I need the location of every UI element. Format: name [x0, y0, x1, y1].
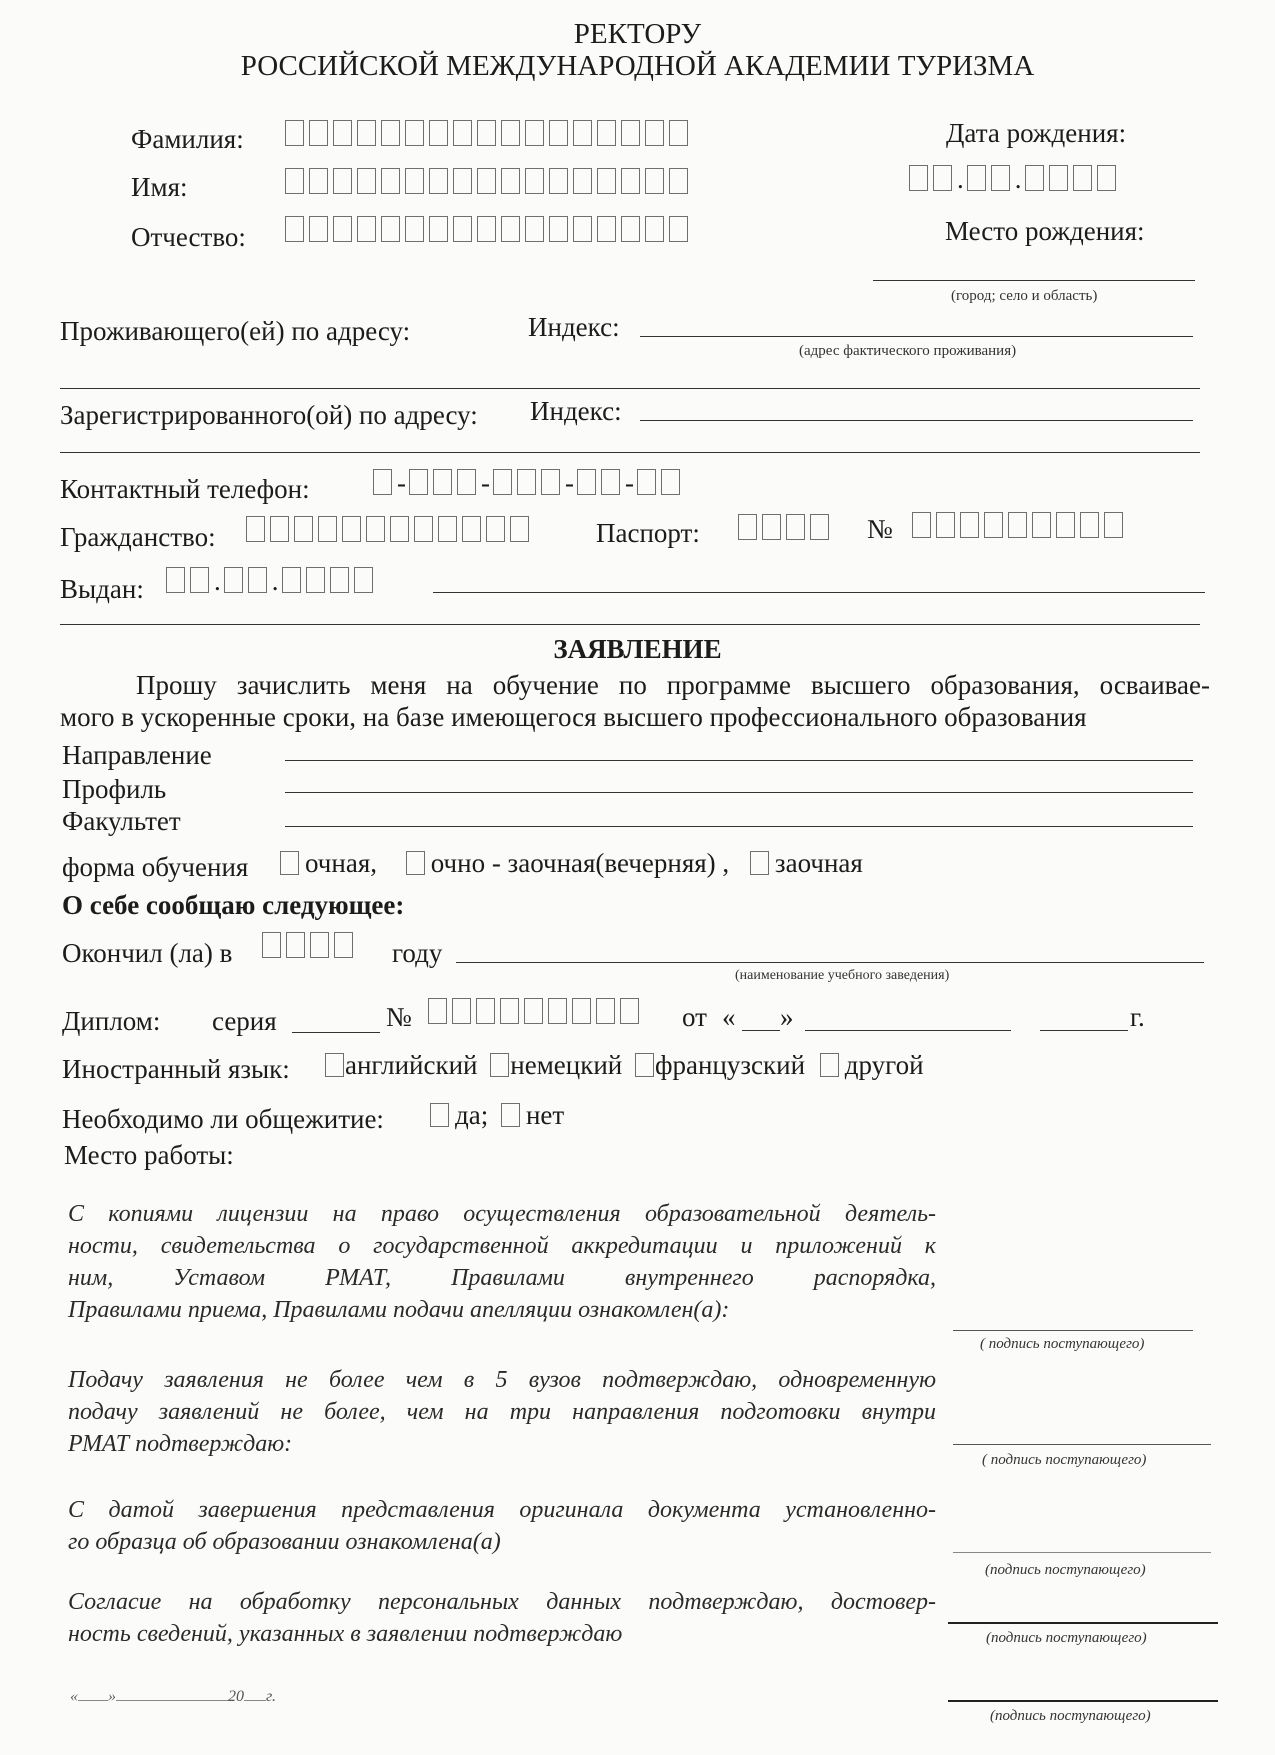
application-text-line-1: Прошу зачислить меня на обучение по программе высшего образования, осваивае-	[136, 670, 1210, 700]
entry-cell[interactable]	[477, 168, 496, 194]
residence-index-label: Индекс:	[528, 312, 620, 342]
extramural-label: заочная	[774, 848, 863, 878]
evening-label: очно - заочная(вечерняя) ,	[430, 848, 730, 878]
entry-cell[interactable]	[381, 168, 400, 194]
entry-cell[interactable]	[405, 216, 424, 242]
english-label: английский	[345, 1050, 478, 1080]
header-line-1: РЕКТОРУ	[573, 18, 702, 50]
study-form-label: форма обучения	[62, 852, 249, 882]
year-label: году	[392, 938, 443, 968]
registered-index-label: Индекс:	[530, 396, 622, 426]
confirmation-1-line: Правилами приема, Правилами подачи апелляции ознакомлен(а):	[68, 1297, 730, 1323]
entry-cell[interactable]	[476, 998, 495, 1024]
entry-cell[interactable]	[309, 120, 328, 146]
fulltime-label: очная,	[305, 848, 377, 878]
footer-year-suffix: г.	[266, 1688, 277, 1705]
dorm-no-label: нет	[525, 1100, 565, 1130]
entry-cell[interactable]	[1080, 512, 1099, 538]
entry-cell[interactable]	[285, 120, 304, 146]
direction-label: Направление	[62, 740, 212, 770]
english-checkbox[interactable]	[325, 1053, 344, 1077]
diploma-label: Диплом:	[62, 1006, 161, 1036]
entry-cell[interactable]	[381, 120, 400, 146]
patronymic-boxes[interactable]	[285, 216, 693, 244]
diploma-year-line[interactable]	[1040, 1030, 1128, 1031]
entry-cell[interactable]	[477, 120, 496, 146]
residence-address-line[interactable]	[640, 336, 1193, 337]
birth-date-label: Дата рождения:	[946, 118, 1127, 148]
diploma-day-line[interactable]	[742, 1030, 780, 1031]
birth-place-label: Место рождения:	[945, 216, 1145, 246]
profile-line[interactable]	[285, 792, 1193, 793]
entry-cell[interactable]	[621, 216, 640, 242]
entry-cell[interactable]	[1032, 512, 1051, 538]
entry-cell[interactable]	[524, 998, 543, 1024]
year-suffix: г.	[1130, 1002, 1145, 1032]
entry-cell[interactable]	[405, 168, 424, 194]
patronymic-label: Отчество:	[131, 222, 246, 252]
entry-cell[interactable]	[334, 932, 353, 958]
entry-cell[interactable]	[318, 516, 337, 542]
other-language-label: другой	[844, 1050, 924, 1080]
entry-cell[interactable]	[405, 120, 424, 146]
french-checkbox[interactable]	[635, 1053, 654, 1077]
entry-cell[interactable]	[596, 998, 615, 1024]
footer-day-line[interactable]	[78, 1700, 108, 1701]
footer-century: 20	[228, 1688, 244, 1705]
entry-cell[interactable]	[786, 514, 805, 540]
footer-year-line[interactable]	[244, 1700, 266, 1701]
entry-cell[interactable]	[462, 516, 481, 542]
entry-cell[interactable]	[762, 514, 781, 540]
signature-line-3[interactable]	[953, 1552, 1211, 1553]
entry-cell[interactable]	[572, 998, 591, 1024]
entry-cell[interactable]	[453, 216, 472, 242]
entry-cell[interactable]	[309, 216, 328, 242]
entry-cell[interactable]	[285, 216, 304, 242]
residence-caption: (адрес фактического проживания)	[799, 343, 1017, 359]
footer-date-quote-close: »	[108, 1688, 116, 1705]
entry-cell[interactable]	[310, 932, 329, 958]
entry-cell[interactable]	[357, 168, 376, 194]
entry-cell[interactable]	[597, 168, 616, 194]
french-label: французский	[654, 1050, 806, 1080]
language-label: Иностранный язык:	[62, 1054, 290, 1084]
signature-line-4[interactable]	[948, 1622, 1218, 1624]
confirmation-4-line: ность сведений, указанных в заявлении подтверждаю	[68, 1621, 623, 1647]
entry-cell[interactable]	[501, 216, 520, 242]
language-options	[325, 1050, 924, 1081]
entry-cell[interactable]	[645, 216, 664, 242]
dorm-yes-label: да;	[455, 1100, 489, 1130]
footer-signature-line[interactable]	[948, 1700, 1218, 1702]
faculty-label: Факультет	[62, 806, 181, 836]
confirmation-1-line: С копиями лицензии на право осуществления образовательной деятель-	[68, 1201, 936, 1227]
dorm-label: Необходимо ли общежитие:	[62, 1104, 384, 1134]
entry-cell[interactable]	[453, 120, 472, 146]
issued-label: Выдан:	[60, 574, 144, 604]
entry-cell[interactable]	[1104, 512, 1123, 538]
entry-cell[interactable]	[573, 120, 592, 146]
entry-cell[interactable]	[429, 120, 448, 146]
confirmation-1-line: ним, Уставом РМАТ, Правилами внутреннего распорядка,	[68, 1265, 936, 1291]
entry-cell[interactable]	[270, 516, 289, 542]
citizenship-label: Гражданство:	[60, 522, 216, 552]
dorm-no-checkbox[interactable]	[501, 1103, 520, 1127]
quote-open: «	[722, 1002, 736, 1032]
footer-date-quote-open: «	[70, 1688, 78, 1705]
other-language-checkbox[interactable]	[820, 1053, 839, 1077]
entry-cell[interactable]	[453, 168, 472, 194]
passport-number-sign: №	[867, 514, 893, 544]
entry-cell[interactable]	[525, 120, 544, 146]
entry-cell[interactable]	[294, 516, 313, 542]
series-label: серия	[212, 1006, 277, 1036]
work-label: Место работы:	[64, 1140, 234, 1170]
entry-cell[interactable]	[285, 168, 304, 194]
institution-line[interactable]	[456, 962, 1204, 963]
entry-cell[interactable]	[414, 516, 433, 542]
entry-cell[interactable]	[620, 998, 639, 1024]
diploma-month-line[interactable]	[805, 1030, 1011, 1031]
confirmation-1	[68, 1198, 936, 1326]
passport-series-boxes[interactable]	[738, 514, 834, 542]
registered-label: Зарегистрированного(ой) по адресу:	[60, 400, 478, 430]
direction-line[interactable]	[285, 760, 1193, 761]
registered-address-line[interactable]	[640, 420, 1193, 421]
confirmation-2-line: РМАТ подтверждаю:	[68, 1431, 293, 1457]
entry-cell[interactable]	[548, 998, 567, 1024]
graduation-year-boxes[interactable]	[262, 932, 358, 960]
entry-cell[interactable]	[984, 512, 1003, 538]
german-checkbox[interactable]	[490, 1053, 509, 1077]
citizenship-boxes[interactable]	[246, 516, 534, 544]
entry-cell[interactable]	[621, 120, 640, 146]
entry-cell[interactable]	[549, 216, 568, 242]
entry-cell[interactable]	[1056, 512, 1075, 538]
entry-cell[interactable]	[429, 168, 448, 194]
entry-cell[interactable]	[452, 998, 471, 1024]
signature-caption-4: (подпись поступающего)	[986, 1630, 1147, 1646]
surname-label: Фамилия:	[131, 124, 244, 154]
entry-cell[interactable]	[309, 168, 328, 194]
graduated-label: Окончил (ла) в	[62, 938, 233, 968]
entry-cell[interactable]	[477, 216, 496, 242]
german-label: немецкий	[510, 1050, 623, 1080]
dorm-options	[430, 1100, 564, 1131]
faculty-line[interactable]	[285, 826, 1193, 827]
entry-cell[interactable]	[501, 168, 520, 194]
footer-signature-caption: (подпись поступающего)	[990, 1708, 1151, 1724]
confirmation-2-line: Подачу заявления не более чем в 5 вузов подтверждаю, одновременную	[68, 1367, 936, 1393]
entry-cell[interactable]	[510, 516, 529, 542]
signature-line-2[interactable]	[953, 1444, 1211, 1445]
entry-cell[interactable]	[333, 120, 352, 146]
entry-cell[interactable]	[333, 216, 352, 242]
diploma-number-sign: №	[386, 1002, 412, 1032]
birth-place-caption: (город; село и область)	[951, 288, 1098, 304]
quote-close: »	[780, 1002, 794, 1032]
entry-cell[interactable]	[621, 168, 640, 194]
confirmation-2	[68, 1364, 936, 1460]
birth-place-line[interactable]	[873, 280, 1195, 281]
institution-caption: (наименование учебного заведения)	[735, 968, 950, 983]
issued-date-boxes[interactable]: . .	[166, 566, 378, 597]
from-label: от	[682, 1002, 707, 1032]
phone-boxes[interactable]: - - - -	[373, 468, 685, 499]
entry-cell[interactable]	[573, 216, 592, 242]
entry-cell[interactable]	[525, 216, 544, 242]
phone-label: Контактный телефон:	[60, 474, 310, 504]
series-line[interactable]	[292, 1032, 380, 1033]
entry-cell[interactable]	[438, 516, 457, 542]
profile-label: Профиль	[62, 774, 167, 804]
entry-cell[interactable]	[501, 120, 520, 146]
issued-by-line[interactable]	[433, 592, 1205, 593]
entry-cell[interactable]	[390, 516, 409, 542]
footer-month-line[interactable]	[116, 1700, 228, 1701]
entry-cell[interactable]	[645, 168, 664, 194]
application-text-line-2: мого в ускоренные сроки, на базе имеющегося высшего профессионального образования	[60, 702, 1087, 732]
confirmation-4-line: Согласие на обработку персональных данных подтверждаю, достовер-	[68, 1589, 936, 1615]
entry-cell[interactable]	[262, 932, 281, 958]
study-form-options	[280, 848, 863, 879]
confirmation-1-line: ности, свидетельства о государственной аккредитации и приложений к	[68, 1233, 936, 1259]
entry-cell[interactable]	[960, 512, 979, 538]
confirmation-3	[68, 1494, 936, 1558]
footer-date	[70, 1688, 276, 1706]
entry-cell[interactable]	[597, 120, 616, 146]
fulltime-checkbox[interactable]	[280, 851, 299, 875]
entry-cell[interactable]	[246, 516, 265, 542]
passport-number-boxes[interactable]	[912, 512, 1128, 540]
dorm-yes-checkbox[interactable]	[430, 1103, 449, 1127]
signature-caption-2: ( подпись поступающего)	[982, 1452, 1147, 1468]
application-title: ЗАЯВЛЕНИЕ	[553, 634, 722, 664]
extramural-checkbox[interactable]	[750, 851, 769, 875]
name-boxes[interactable]	[285, 168, 693, 196]
confirmation-3-line: го образца об образовании ознакомлена(а)	[68, 1529, 501, 1555]
entry-cell[interactable]	[429, 216, 448, 242]
entry-cell[interactable]	[525, 168, 544, 194]
entry-cell[interactable]	[669, 216, 688, 242]
entry-cell[interactable]	[381, 216, 400, 242]
entry-cell[interactable]	[669, 168, 688, 194]
entry-cell[interactable]	[286, 932, 305, 958]
confirmation-4	[68, 1586, 936, 1650]
evening-checkbox[interactable]	[406, 851, 425, 875]
entry-cell[interactable]	[669, 120, 688, 146]
diploma-number-boxes[interactable]	[428, 998, 644, 1026]
name-label: Имя:	[131, 172, 188, 202]
entry-cell[interactable]	[357, 120, 376, 146]
entry-cell[interactable]	[486, 516, 505, 542]
surname-boxes[interactable]	[285, 120, 693, 148]
entry-cell[interactable]	[428, 998, 447, 1024]
entry-cell[interactable]	[936, 512, 955, 538]
entry-cell[interactable]	[366, 516, 385, 542]
entry-cell[interactable]	[738, 514, 757, 540]
entry-cell[interactable]	[549, 120, 568, 146]
entry-cell[interactable]	[342, 516, 361, 542]
entry-cell[interactable]	[912, 512, 931, 538]
entry-cell[interactable]	[810, 514, 829, 540]
birth-date-boxes[interactable]: . .	[909, 164, 1121, 195]
confirmation-3-line: С датой завершения представления оригинала документа установленно-	[68, 1497, 936, 1523]
signature-caption-1: ( подпись поступающего)	[980, 1336, 1145, 1352]
entry-cell[interactable]	[357, 216, 376, 242]
signature-caption-3: (подпись поступающего)	[985, 1562, 1146, 1578]
entry-cell[interactable]	[500, 998, 519, 1024]
entry-cell[interactable]	[549, 168, 568, 194]
entry-cell[interactable]	[1008, 512, 1027, 538]
registered-address-line-2[interactable]	[60, 452, 1200, 453]
confirmation-2-line: подачу заявлений не более, чем на три направления подготовки внутри	[68, 1399, 936, 1425]
residence-label: Проживающего(ей) по адресу:	[60, 316, 411, 346]
entry-cell[interactable]	[645, 120, 664, 146]
residence-address-line-2[interactable]	[60, 388, 1200, 389]
entry-cell[interactable]	[333, 168, 352, 194]
issued-by-line-2[interactable]	[60, 624, 1200, 625]
header-line-2: РОССИЙСКОЙ МЕЖДУНАРОДНОЙ АКАДЕМИИ ТУРИЗМА	[240, 50, 1035, 82]
about-heading: О себе сообщаю следующее:	[62, 890, 405, 920]
entry-cell[interactable]	[597, 216, 616, 242]
signature-line-1[interactable]	[953, 1330, 1193, 1331]
entry-cell[interactable]	[573, 168, 592, 194]
passport-label: Паспорт:	[596, 518, 700, 548]
